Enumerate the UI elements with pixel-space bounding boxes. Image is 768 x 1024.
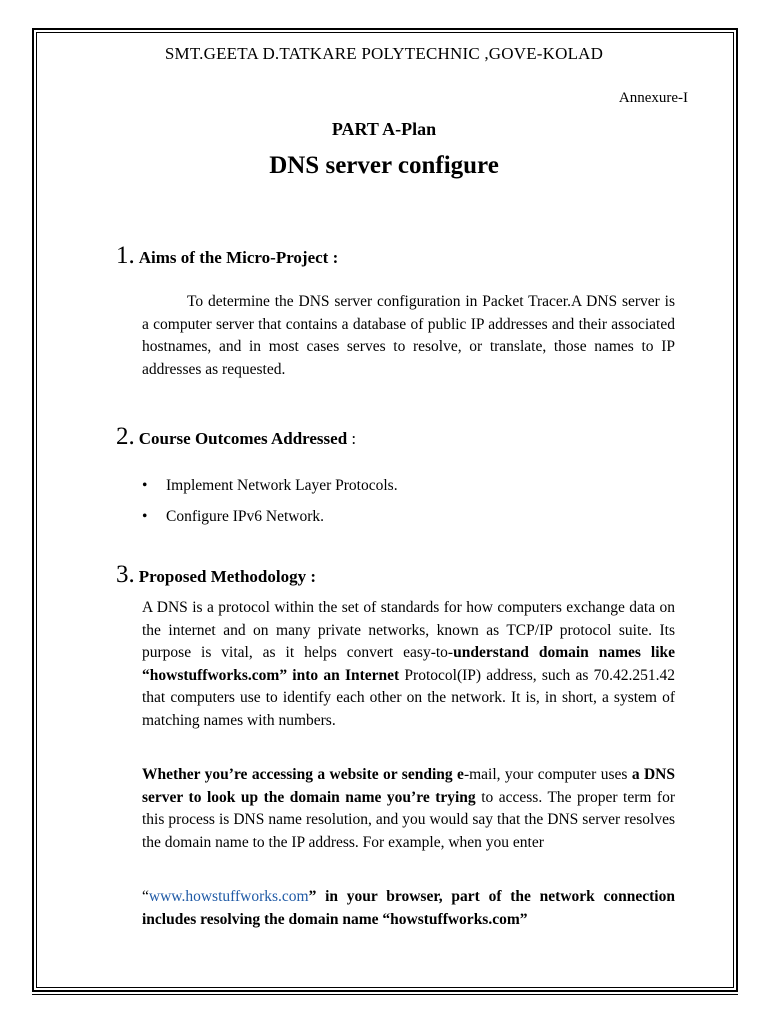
- part-heading: PART A-Plan: [331, 119, 437, 139]
- section-3-paragraph-1: A DNS is a protocol within the set of standards for how computers exchange data on the internet and on many private networks, known as TCP/IP protocol suite. Its purpose is vital, as it helps convert easy-to-understand domain names like “howstuffworks.com” into an Internet Protocol(IP) address, such as 70.42.251.42 that computers use to identify each other on the network. It is, in short, a system of matching names with numbers.: [142, 599, 675, 729]
- page-border-bottom-rule: [32, 994, 738, 995]
- section-1-paragraph: To determine the DNS server configuration in Packet Tracer.A DNS server is a computer server that contains a database of public IP addresses and their associated hostnames, and in most cases serves to resolve, or translate, those names to IP addresses as requested.: [142, 293, 675, 378]
- section-2-heading: [116, 423, 356, 451]
- annexure-label: Annexure-I: [618, 90, 688, 106]
- section-2-title: Course Outcomes Addressed: [138, 429, 348, 448]
- section-3-paragraph-3: “www.howstuffworks.com” in your browser, part of the network connection includes resolving the domain name “howstuffworks.com”: [142, 888, 675, 928]
- howstuffworks-link[interactable]: www.howstuffworks.com: [148, 888, 309, 905]
- section-1-title: Aims of the Micro-Project :: [138, 248, 339, 267]
- section-1-number: 1.: [116, 242, 135, 269]
- bullet-icon: •: [142, 508, 148, 525]
- college-name: SMT.GEETA D.TATKARE POLYTECHNIC ,GOVE-KOLAD: [164, 44, 604, 63]
- section-3-heading: [116, 561, 316, 589]
- section-3-paragraph-2: Whether you’re accessing a website or sending e-mail, your computer uses a DNS server to look up the domain name you’re trying to access. The proper term for this process is DNS name resolution, and you would say that the DNS server resolves the domain name to the IP address. For example, when you enter: [142, 766, 675, 851]
- section-3-number: 3.: [116, 561, 135, 588]
- list-item: • Implement Network Layer Protocols.: [142, 475, 675, 506]
- section-2-number: 2.: [116, 423, 135, 450]
- bullet-icon: •: [142, 477, 148, 494]
- course-outcomes-list: [142, 475, 675, 537]
- document-title: DNS server configure: [269, 152, 499, 179]
- section-3-title: Proposed Methodology :: [138, 567, 316, 586]
- section-2-colon: :: [351, 429, 357, 448]
- section-1-heading: [116, 242, 338, 270]
- list-item: • Configure IPv6 Network.: [142, 506, 675, 537]
